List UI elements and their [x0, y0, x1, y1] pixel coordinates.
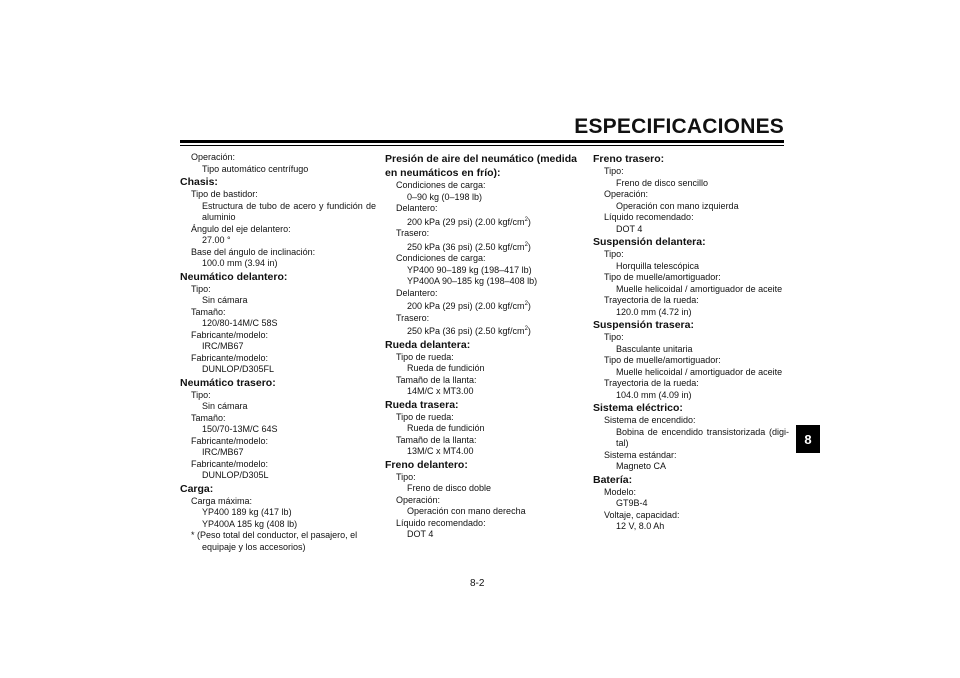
spec-value: Magneto CA: [616, 461, 667, 471]
spec-label: Trayectoria de la rueda:: [604, 295, 699, 305]
spec-label: Tipo de bastidor:: [191, 189, 258, 199]
spec-value: 150/70-13M/C 64S: [202, 424, 278, 434]
spec-label: Base del ángulo de inclinación:: [191, 246, 316, 257]
spec-label: Tipo:: [191, 283, 211, 294]
section-heading: Freno trasero:: [593, 153, 665, 165]
spec-value: DOT 4: [407, 529, 434, 539]
page-title: ESPECIFICACIONES: [574, 115, 784, 138]
section-heading: Freno delantero:: [385, 458, 468, 471]
spec-value: Bobina de encendido transistorizada (digi- tal): [616, 426, 789, 448]
spec-value: Rueda de fundición: [407, 423, 485, 433]
spec-label: Delantero:: [396, 287, 438, 298]
spec-value: Tipo automático centrífugo: [202, 163, 309, 174]
header-rule-thin: [180, 145, 784, 146]
spec-label: Tipo de muelle/amortiguador:: [604, 355, 721, 365]
spec-label: Tipo:: [604, 166, 624, 176]
spec-column-2: [385, 152, 581, 541]
spec-value: 120.0 mm (4.72 in): [616, 306, 692, 317]
spec-label: Tipo:: [604, 332, 624, 342]
spec-value: Basculante unitaria: [616, 343, 693, 354]
spec-value: 104.0 mm (4.09 in): [616, 389, 692, 400]
spec-value: 14M/C x MT3.00: [407, 386, 474, 396]
section-heading: Chasis:: [180, 176, 218, 188]
spec-value: Operación con mano izquierda: [616, 200, 739, 211]
spec-label: Tipo de muelle/amortiguador:: [604, 272, 721, 282]
spec-value: 100.0 mm (3.94 in): [202, 258, 278, 268]
section-heading: Rueda delantera:: [385, 338, 471, 351]
spec-label: Modelo:: [604, 486, 637, 497]
spec-label: Voltaje, capacidad:: [604, 509, 680, 520]
spec-value: 200 kPa (29 psi) (2.00 kgf/$cm^2$): [407, 216, 531, 227]
spec-value: DUNLOP/D305L: [202, 470, 269, 480]
spec-value: Freno de disco doble: [407, 483, 492, 493]
spec-value: DUNLOP/D305FL: [202, 364, 275, 374]
spec-label: Tamaño de la llanta:: [396, 434, 477, 445]
spec-value: 200 kPa (29 psi) (2.00 kgf/$cm^2$): [407, 301, 531, 311]
spec-label: Operación:: [191, 152, 236, 162]
spec-note: * (Peso total del conductor, el pasajero, el equipaje y los accesorios): [191, 530, 358, 552]
section-heading: Rueda trasera:: [385, 398, 459, 411]
spec-column-1: [180, 152, 376, 553]
spec-label: Trasero:: [396, 312, 430, 323]
section-heading: Carga:: [180, 482, 214, 495]
spec-value: 12 V, 8.0 Ah: [616, 521, 665, 531]
spec-label: Trasero:: [396, 228, 430, 238]
spec-value: 250 kPa (36 psi) (2.50 kgf/$cm^2$): [407, 241, 531, 252]
spec-label: Tipo:: [604, 249, 624, 259]
spec-label: Operación:: [396, 494, 441, 505]
spec-value: IRC/MB67: [202, 447, 244, 457]
section-heading: Presión de aire del neumático (medida en neumáticos en frío):: [385, 153, 577, 179]
spec-label: Trayectoria de la rueda:: [604, 378, 699, 388]
spec-label: Fabricante/modelo:: [191, 329, 269, 340]
spec-value: 120/80-14M/C 58S: [202, 318, 278, 328]
spec-value: 250 kPa (36 psi) (2.50 kgf/$cm^2$): [407, 326, 531, 336]
spec-value: Horquilla telescópica: [616, 260, 700, 271]
spec-value: Muelle helicoidal / amortiguador de aceite: [616, 283, 783, 294]
section-tab[interactable]: 8: [796, 425, 820, 453]
spec-label: Ángulo del eje delantero:: [191, 223, 291, 234]
spec-value: 27.00 °: [202, 235, 231, 245]
spec-value: Freno de disco sencillo: [616, 177, 709, 188]
section-heading: Suspensión trasera:: [593, 319, 694, 331]
spec-label: Tipo:: [191, 389, 211, 400]
spec-label: Tamaño:: [191, 306, 226, 317]
spec-value: Sin cámara: [202, 401, 248, 411]
spec-label: Fabricante/modelo:: [191, 458, 269, 469]
spec-value: Operación con mano derecha: [407, 506, 526, 516]
spec-value: Sin cámara: [202, 295, 248, 305]
section-heading: Neumático trasero:: [180, 376, 276, 389]
spec-value: YP400A 185 kg (408 lb): [202, 518, 298, 529]
spec-value: YP400 90–189 kg (198–417 lb): [407, 264, 532, 275]
spec-label: Carga máxima:: [191, 495, 253, 506]
spec-label: Delantero:: [396, 203, 438, 213]
spec-value: 13M/C x MT4.00: [407, 446, 474, 456]
spec-label: Condiciones de carga:: [396, 180, 486, 190]
spec-value: YP400A 90–185 kg (198–408 lb): [407, 276, 538, 286]
spec-value: IRC/MB67: [202, 341, 244, 351]
spec-value: GT9B-4: [616, 498, 648, 508]
spec-value: DOT 4: [616, 223, 643, 234]
spec-label: Tipo de rueda:: [396, 351, 454, 362]
spec-label: Sistema de encendido:: [604, 415, 696, 425]
spec-label: Sistema estándar:: [604, 449, 677, 460]
spec-label: Tamaño:: [191, 412, 226, 423]
page-number: 8-2: [470, 578, 485, 589]
spec-label: Tipo:: [396, 471, 416, 482]
spec-label: Tipo de rueda:: [396, 411, 454, 422]
section-heading: Suspensión delantera:: [593, 236, 706, 248]
spec-label: Líquido recomendado:: [604, 212, 694, 222]
spec-value: Rueda de fundición: [407, 363, 485, 373]
spec-value: Estructura de tubo de acero y fundición de aluminio: [202, 200, 376, 222]
spec-label: Condiciones de carga:: [396, 253, 486, 263]
section-heading: Sistema eléctrico:: [593, 402, 683, 414]
spec-label: Tamaño de la llanta:: [396, 374, 477, 385]
section-heading: Batería:: [593, 473, 633, 486]
section-heading: Neumático delantero:: [180, 270, 288, 283]
header-rule-thick: [180, 140, 784, 143]
spec-value: Muelle helicoidal / amortiguador de aceite: [616, 366, 783, 377]
spec-label: Líquido recomendado:: [396, 517, 486, 528]
spec-label: Fabricante/modelo:: [191, 352, 269, 363]
spec-label: Fabricante/modelo:: [191, 435, 269, 446]
spec-label: Operación:: [604, 189, 649, 199]
spec-value: YP400 189 kg (417 lb): [202, 507, 292, 517]
spec-column-3: [593, 152, 789, 533]
spec-value: 0–90 kg (0–198 lb): [407, 191, 483, 202]
